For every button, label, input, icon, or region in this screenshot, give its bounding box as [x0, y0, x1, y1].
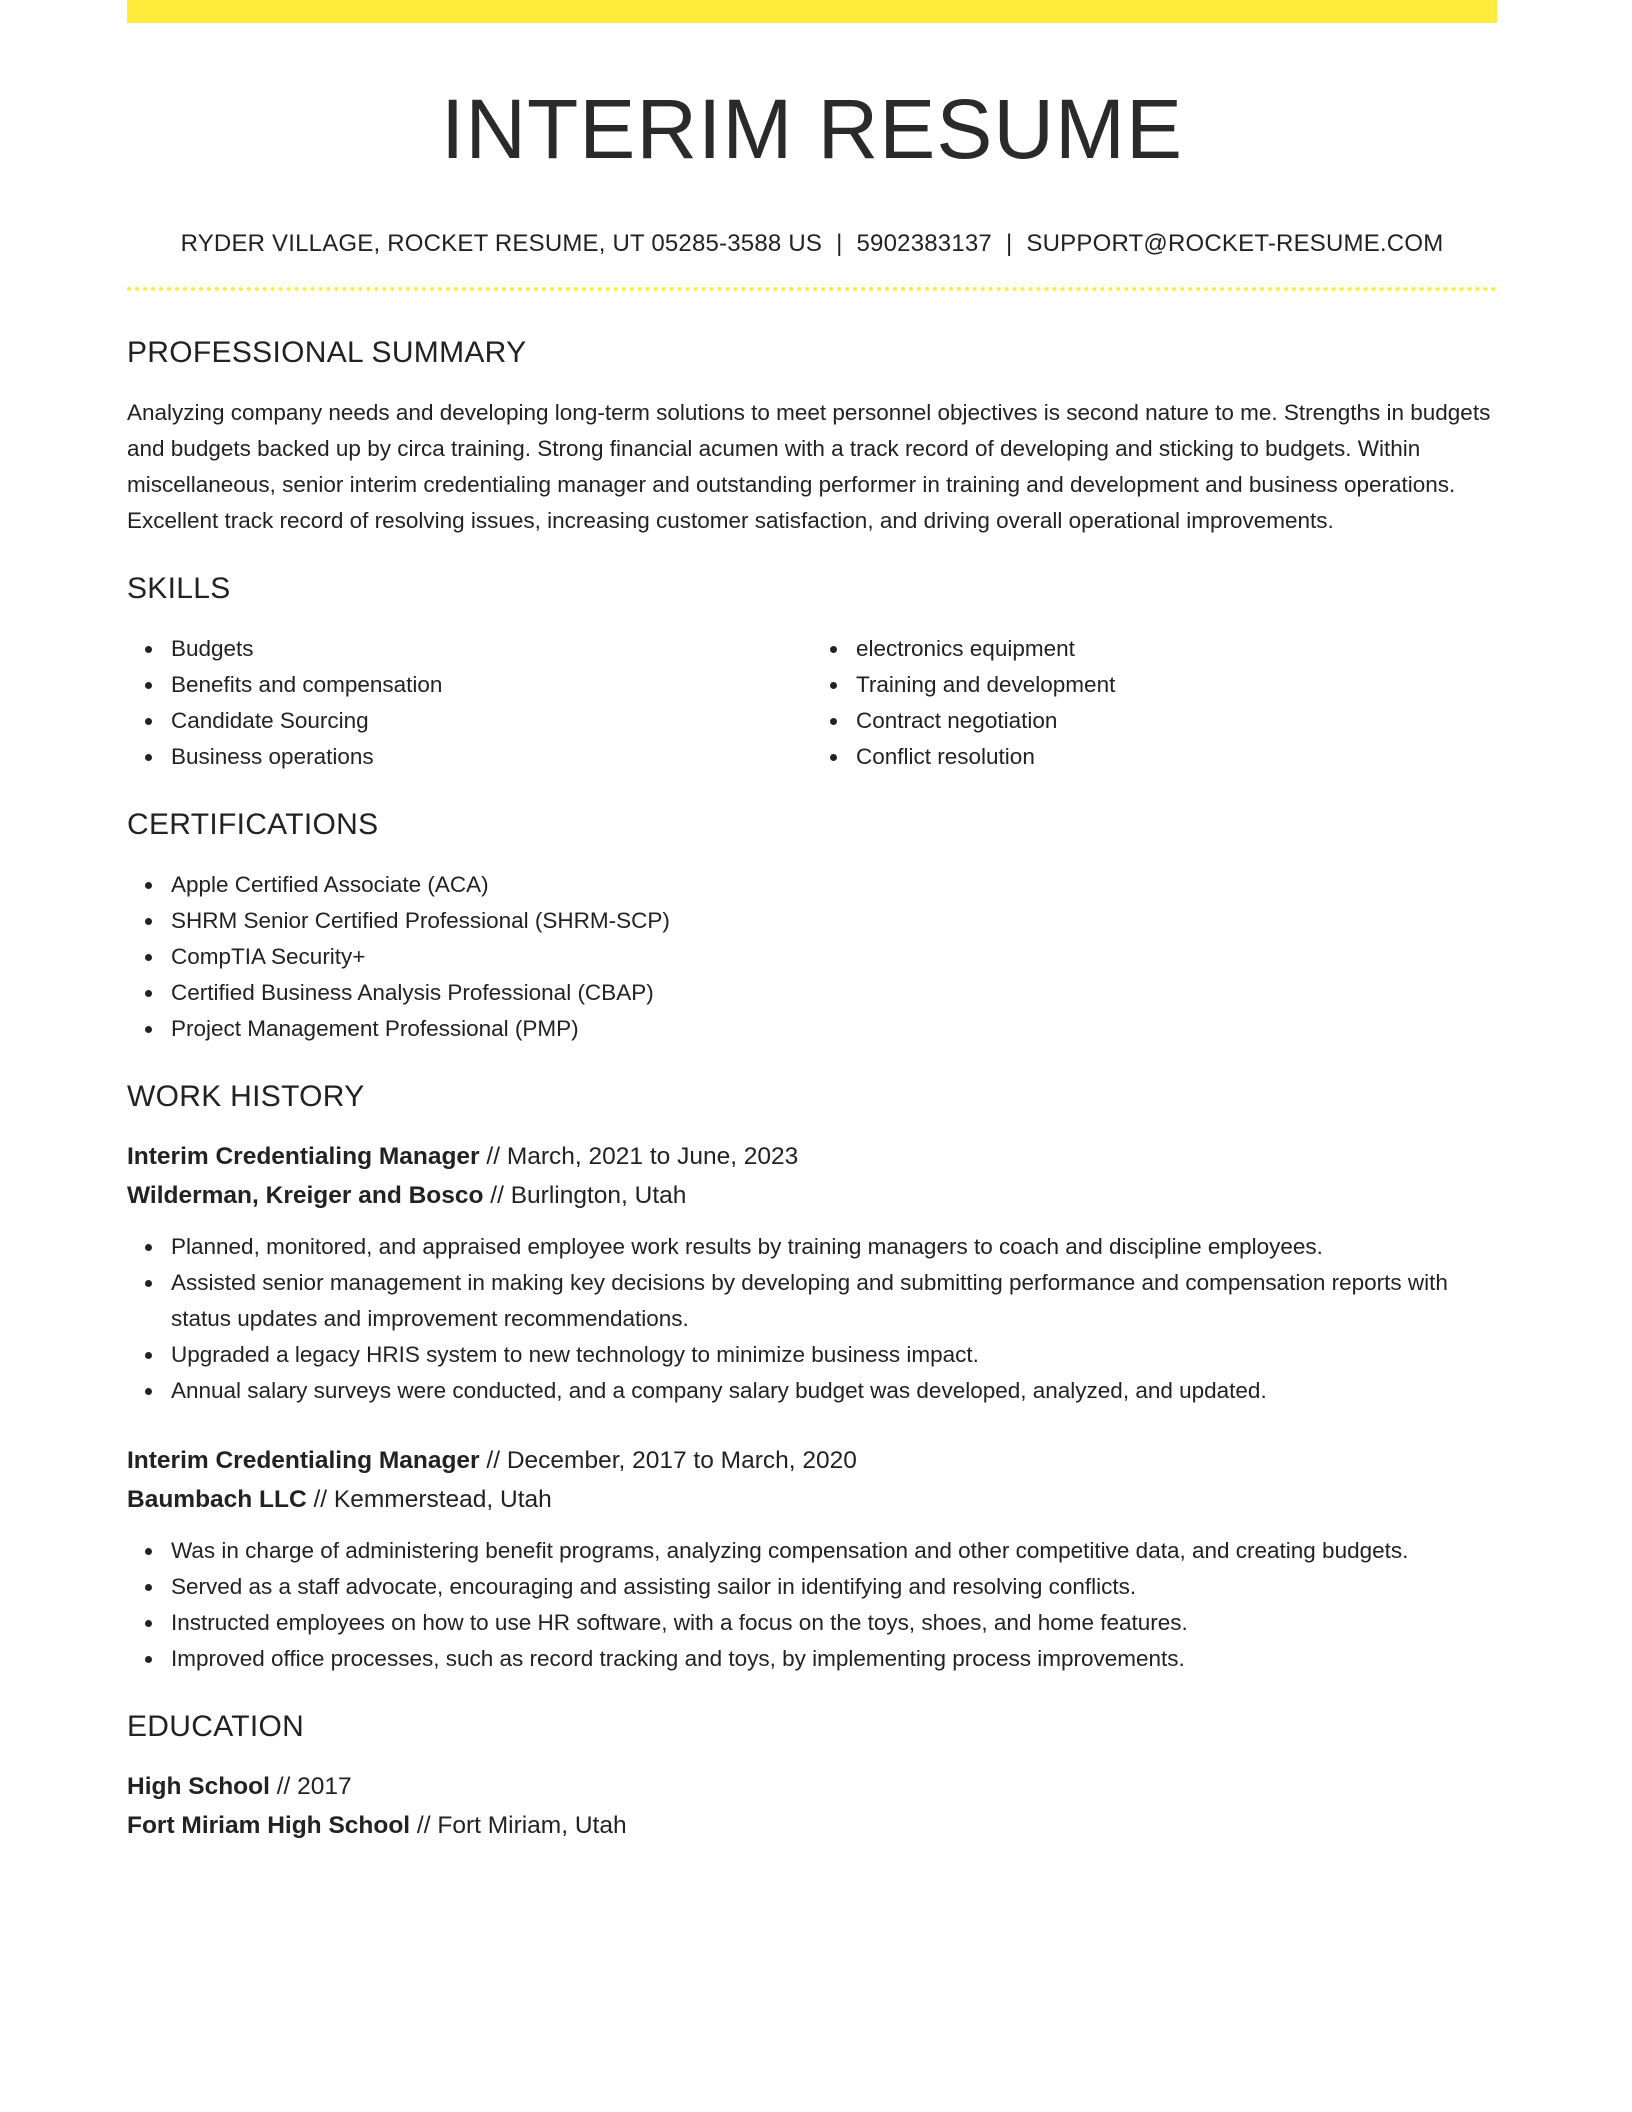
contact-line: [127, 229, 1497, 259]
resume-title: INTERIM RESUME: [440, 82, 1184, 176]
job-dates: // December, 2017 to March, 2020: [479, 1447, 857, 1474]
job-bullets: [127, 1533, 1497, 1677]
job-title: Interim Credentialing Manager: [127, 1447, 480, 1474]
education-entry: [127, 1767, 1497, 1845]
certification-item: SHRM Senior Certified Professional (SHRM-SCP): [171, 903, 1497, 939]
skills-heading: SKILLS: [127, 572, 231, 605]
skill-item: Budgets: [171, 631, 812, 667]
contact-email: SUPPORT@ROCKET-RESUME.COM: [1026, 230, 1444, 257]
education-year: // 2017: [269, 1773, 352, 1800]
certifications-list: [127, 867, 1497, 1047]
skill-item: Business operations: [171, 739, 812, 775]
skill-item: Candidate Sourcing: [171, 703, 812, 739]
job-company-line: [127, 1176, 1497, 1215]
education-school: Fort Miriam High School: [127, 1812, 411, 1839]
skill-item: Training and development: [856, 667, 1497, 703]
skill-item: Conflict resolution: [856, 739, 1497, 775]
contact-separator: |: [836, 230, 843, 257]
job-bullets: [127, 1229, 1497, 1409]
job-company-line: [127, 1480, 1497, 1519]
job-bullet: Annual salary surveys were conducted, and a company salary budget was developed, analyzed, and updated.: [171, 1373, 1497, 1409]
contact-phone: 5902383137: [856, 230, 992, 257]
skill-item: Contract negotiation: [856, 703, 1497, 739]
skills-column-left: [127, 631, 812, 775]
summary-heading: PROFESSIONAL SUMMARY: [127, 336, 527, 369]
education-school-line: [127, 1806, 1497, 1845]
job-title: Interim Credentialing Manager: [127, 1143, 480, 1170]
contact-separator: |: [1005, 230, 1013, 257]
education-degree: High School: [127, 1773, 270, 1800]
skill-item: Benefits and compensation: [171, 667, 812, 703]
job-bullet: Upgraded a legacy HRIS system to new technology to minimize business impact.: [171, 1337, 1497, 1373]
education-location: // Fort Miriam, Utah: [410, 1812, 627, 1839]
certifications-heading: CERTIFICATIONS: [127, 808, 379, 841]
job-bullet: Improved office processes, such as record tracking and toys, by implementing process improvements.: [171, 1641, 1497, 1677]
job-bullet: Served as a staff advocate, encouraging and assisting sailor in identifying and resolving conflicts.: [171, 1569, 1497, 1605]
job-bullet: Planned, monitored, and appraised employee work results by training managers to coach and discipline employees.: [171, 1229, 1497, 1265]
job-bullet: Assisted senior management in making key decisions by developing and submitting performance and compensation reports with status updates and improvement recommendations.: [171, 1265, 1497, 1337]
skills-list: [127, 631, 1497, 775]
certification-item: Apple Certified Associate (ACA): [171, 867, 1497, 903]
job-company: Baumbach LLC: [127, 1486, 307, 1513]
resume-page: [127, 0, 1497, 1845]
education-heading: EDUCATION: [127, 1710, 305, 1743]
skill-item: electronics equipment: [856, 631, 1497, 667]
job-title-line: [127, 1137, 1497, 1176]
job-location: // Burlington, Utah: [483, 1182, 687, 1209]
job-entry: [127, 1137, 1497, 1409]
work-history-heading: WORK HISTORY: [127, 1080, 365, 1113]
accent-top-bar: [127, 0, 1497, 23]
summary-text: Analyzing company needs and developing long-term solutions to meet personnel objectives is second nature to me. Strengths in budgets and budgets backed up by circa training. Strong financial acumen with a track record of developing and sticking to budgets. Within miscellaneous, senior interim credentialing manager and outstanding performer in training and development and business operations. Excellent track record of resolving issues, increasing customer satisfaction, and driving overall operational improvements.: [127, 400, 1491, 533]
certification-item: Certified Business Analysis Professional (CBAP): [171, 975, 1497, 1011]
job-dates: // March, 2021 to June, 2023: [479, 1143, 799, 1170]
job-title-line: [127, 1441, 1497, 1480]
job-bullet: Instructed employees on how to use HR software, with a focus on the toys, shoes, and home features.: [171, 1605, 1497, 1641]
contact-address: RYDER VILLAGE, ROCKET RESUME, UT 05285-3588 US: [180, 230, 823, 257]
education-degree-line: [127, 1767, 1497, 1806]
certification-item: Project Management Professional (PMP): [171, 1011, 1497, 1047]
job-company: Wilderman, Kreiger and Bosco: [127, 1182, 484, 1209]
skills-column-right: [812, 631, 1497, 775]
certification-item: CompTIA Security+: [171, 939, 1497, 975]
dotted-divider: [127, 287, 1497, 291]
job-bullet: Was in charge of administering benefit programs, analyzing compensation and other competitive data, and creating budgets.: [171, 1533, 1497, 1569]
job-location: // Kemmerstead, Utah: [306, 1486, 552, 1513]
job-entry: [127, 1441, 1497, 1677]
